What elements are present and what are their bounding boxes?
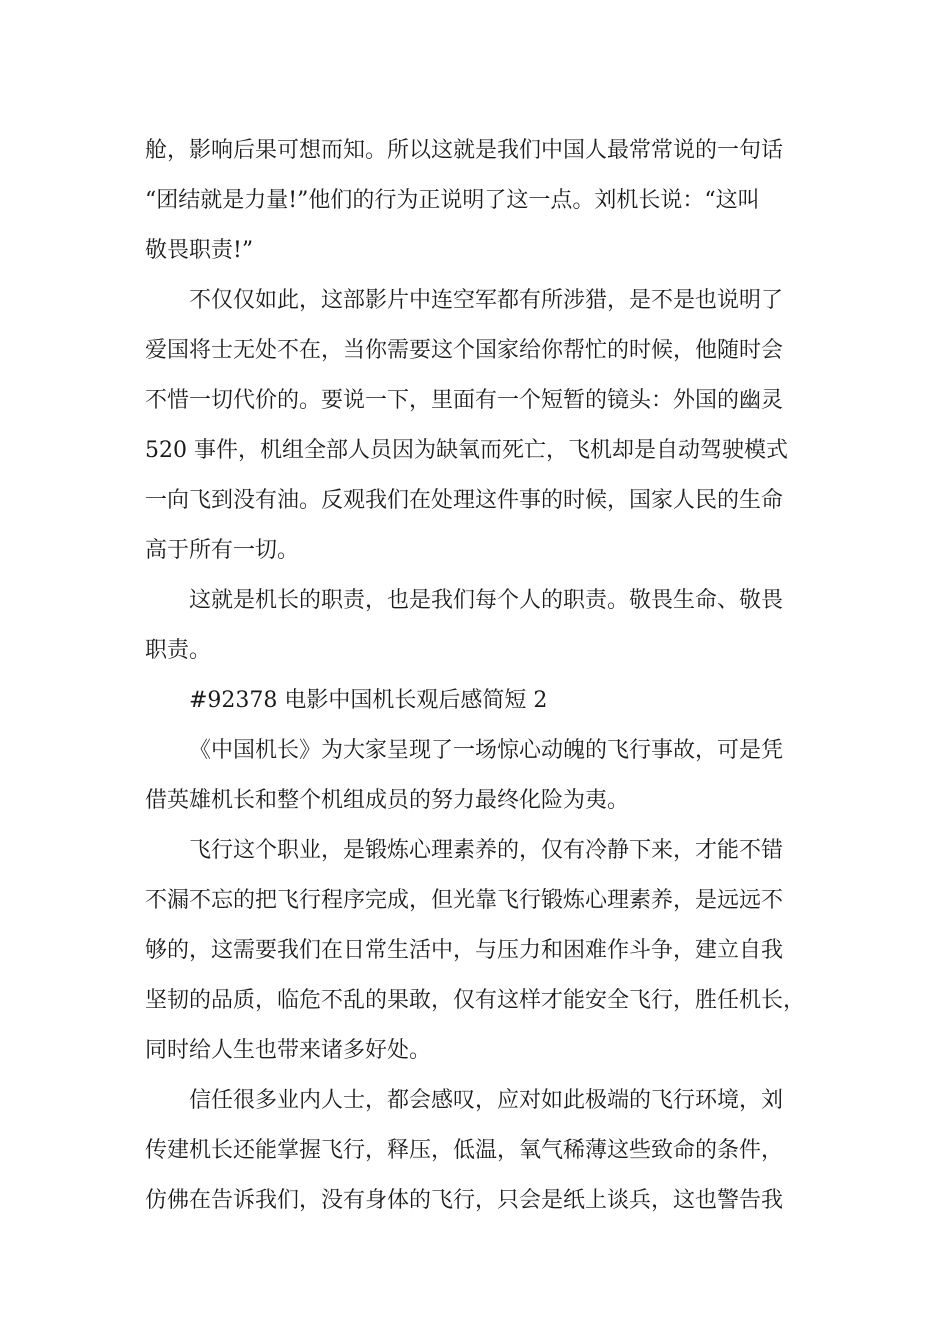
text-line: 舱，影响后果可想而知。所以这就是我们中国人最常常说的一句话 bbox=[145, 138, 784, 163]
text-line: 爱国将士无处不在，当你需要这个国家给你帮忙的时候，他随时会 bbox=[145, 338, 784, 363]
section-heading: #92378 电影中国机长观后感简短 2 bbox=[189, 688, 548, 713]
text-line: 借英雄机长和整个机组成员的努力最终化险为夷。 bbox=[145, 788, 630, 813]
text-line: 一向飞到没有油。反观我们在处理这件事的时候，国家人民的生命 bbox=[145, 488, 784, 513]
paragraph-start-line: 《中国机长》为大家呈现了一场惊心动魄的飞行事故，可是凭 bbox=[189, 738, 784, 763]
text-line: 520 事件，机组全部人员因为缺氧而死亡，飞机却是自动驾驶模式 bbox=[145, 438, 788, 463]
text-line: 敬畏职责!” bbox=[145, 238, 254, 263]
paragraph-start-line: 不仅仅如此，这部影片中连空军都有所涉猎，是不是也说明了 bbox=[189, 288, 784, 313]
paragraph-start-line: 信任很多业内人士，都会感叹，应对如此极端的飞行环境，刘 bbox=[189, 1088, 784, 1113]
text-line: 不惜一切代价的。要说一下，里面有一个短暂的镜头：外国的幽灵 bbox=[145, 388, 784, 413]
text-line: 高于所有一切。 bbox=[145, 538, 300, 563]
document-body bbox=[145, 126, 825, 1226]
text-line: 同时给人生也带来诸多好处。 bbox=[145, 1038, 432, 1063]
text-line: 坚韧的品质，临危不乱的果敢，仅有这样才能安全飞行，胜任机长， bbox=[145, 988, 806, 1013]
text-line: 不漏不忘的把飞行程序完成，但光靠飞行锻炼心理素养，是远远不 bbox=[145, 888, 784, 913]
text-line: 传建机长还能掌握飞行，释压，低温，氧气稀薄这些致命的条件， bbox=[145, 1138, 784, 1163]
paragraph-start-line: 这就是机长的职责，也是我们每个人的职责。敬畏生命、敬畏 bbox=[189, 588, 784, 613]
paragraph-start-line: 飞行这个职业，是锻炼心理素养的，仅有冷静下来，才能不错 bbox=[189, 838, 784, 863]
text-line: 够的，这需要我们在日常生活中，与压力和困难作斗争，建立自我 bbox=[145, 938, 784, 963]
text-line: “团结就是力量!”他们的行为正说明了这一点。刘机长说：“这叫 bbox=[145, 188, 760, 213]
text-line: 仿佛在告诉我们，没有身体的飞行，只会是纸上谈兵，这也警告我 bbox=[145, 1188, 784, 1213]
text-line: 职责。 bbox=[145, 638, 212, 663]
